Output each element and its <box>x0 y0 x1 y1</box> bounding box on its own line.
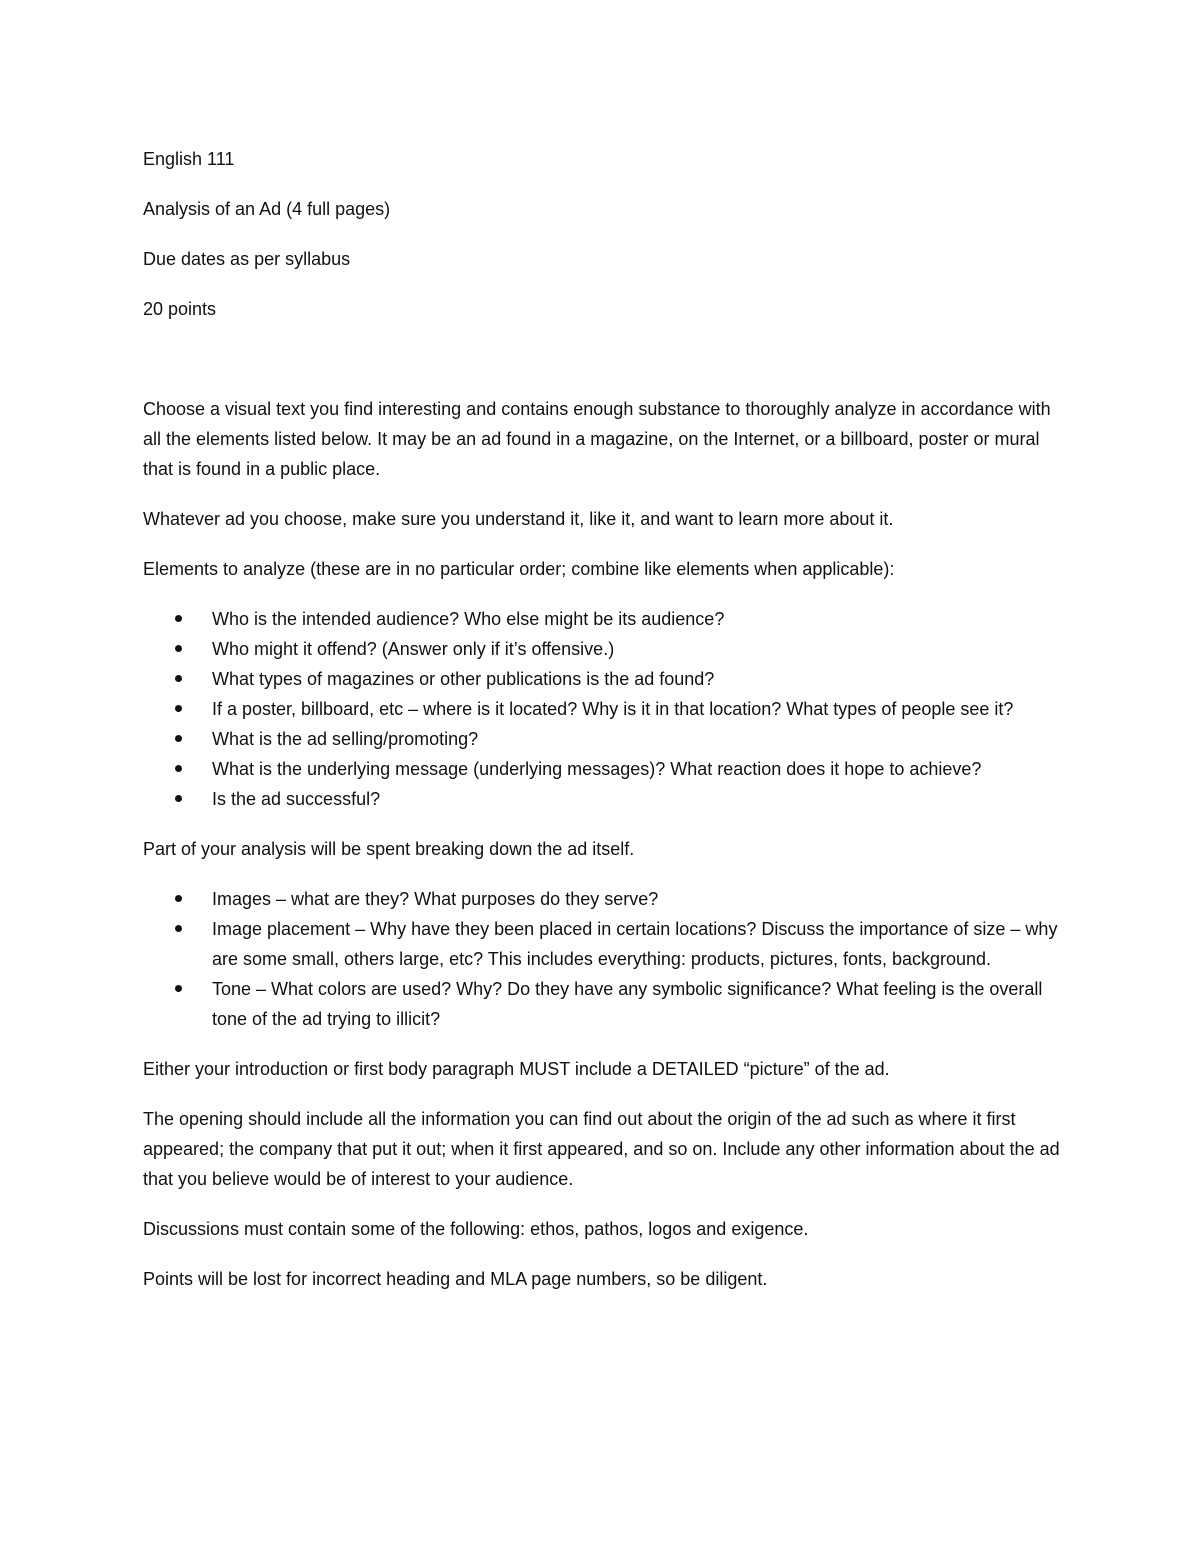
list-item-text: Tone – What colors are used? Why? Do they have any symbolic significance? What feeling is the overall tone of the ad trying to illicit? <box>212 979 1043 1029</box>
discussions-paragraph: Discussions must contain some of the following: ethos, pathos, logos and exigence. <box>143 1219 809 1239</box>
bullet-icon <box>175 735 182 742</box>
breakdown-intro: Part of your analysis will be spent breaking down the ad itself. <box>143 839 635 859</box>
intro-paragraph: Choose a visual text you find interesting and contains enough substance to thoroughly analyze in accordance with all the elements listed below. It may be an ad found in a magazine, on the Internet, or a billboard, poster or mural that is found in a public place. <box>143 399 1051 479</box>
list-item-text: Is the ad successful? <box>212 789 381 809</box>
elements-intro: Elements to analyze (these are in no particular order; combine like elements when applicable): <box>143 559 895 579</box>
list-item-text: Who is the intended audience? Who else might be its audience? <box>212 609 725 629</box>
list-item <box>143 694 1063 724</box>
bullet-icon <box>175 705 182 712</box>
list-item <box>143 884 1063 914</box>
list-item <box>143 914 1063 974</box>
list-item-text: Images – what are they? What purposes do they serve? <box>212 889 659 909</box>
detailed-paragraph: Either your introduction or first body paragraph MUST include a DETAILED “picture” of the ad. <box>143 1059 890 1079</box>
list-item <box>143 604 1063 634</box>
whatever-paragraph: Whatever ad you choose, make sure you understand it, like it, and want to learn more about it. <box>143 509 894 529</box>
due-dates: Due dates as per syllabus <box>143 249 351 269</box>
bullet-icon <box>175 615 182 622</box>
list-item <box>143 634 1063 664</box>
breakdown-list <box>143 884 1063 1034</box>
list-item <box>143 664 1063 694</box>
opening-paragraph: The opening should include all the information you can find out about the origin of the ad such as where it first appeared; the company that put it out; when it first appeared, and so on. Include any other information about the ad that you believe would be of interest to your audience. <box>143 1109 1060 1189</box>
bullet-icon <box>175 645 182 652</box>
bullet-icon <box>175 895 182 902</box>
document-body <box>143 144 1063 1314</box>
bullet-icon <box>175 675 182 682</box>
bullet-icon <box>175 795 182 802</box>
list-item <box>143 974 1063 1034</box>
bullet-icon <box>175 765 182 772</box>
list-item-text: Who might it offend? (Answer only if it’s offensive.) <box>212 639 615 659</box>
list-item <box>143 754 1063 784</box>
list-item-text: Image placement – Why have they been placed in certain locations? Discuss the importance of size – why are some small, others large, etc? This includes everything: products, pictures, fonts, background. <box>212 919 1058 969</box>
bullet-icon <box>175 985 182 992</box>
list-item-text: What is the ad selling/promoting? <box>212 729 479 749</box>
list-item <box>143 784 1063 814</box>
points-lost-paragraph: Points will be lost for incorrect heading and MLA page numbers, so be diligent. <box>143 1269 768 1289</box>
list-item-text: If a poster, billboard, etc – where is it located? Why is it in that location? What types of people see it? <box>212 699 1014 719</box>
list-item-text: What types of magazines or other publications is the ad found? <box>212 669 715 689</box>
bullet-icon <box>175 925 182 932</box>
points-value: 20 points <box>143 299 217 319</box>
list-item-text: What is the underlying message (underlying messages)? What reaction does it hope to achieve? <box>212 759 982 779</box>
course-name: English 111 <box>143 149 235 169</box>
elements-list <box>143 604 1063 814</box>
assignment-title: Analysis of an Ad (4 full pages) <box>143 199 391 219</box>
list-item <box>143 724 1063 754</box>
